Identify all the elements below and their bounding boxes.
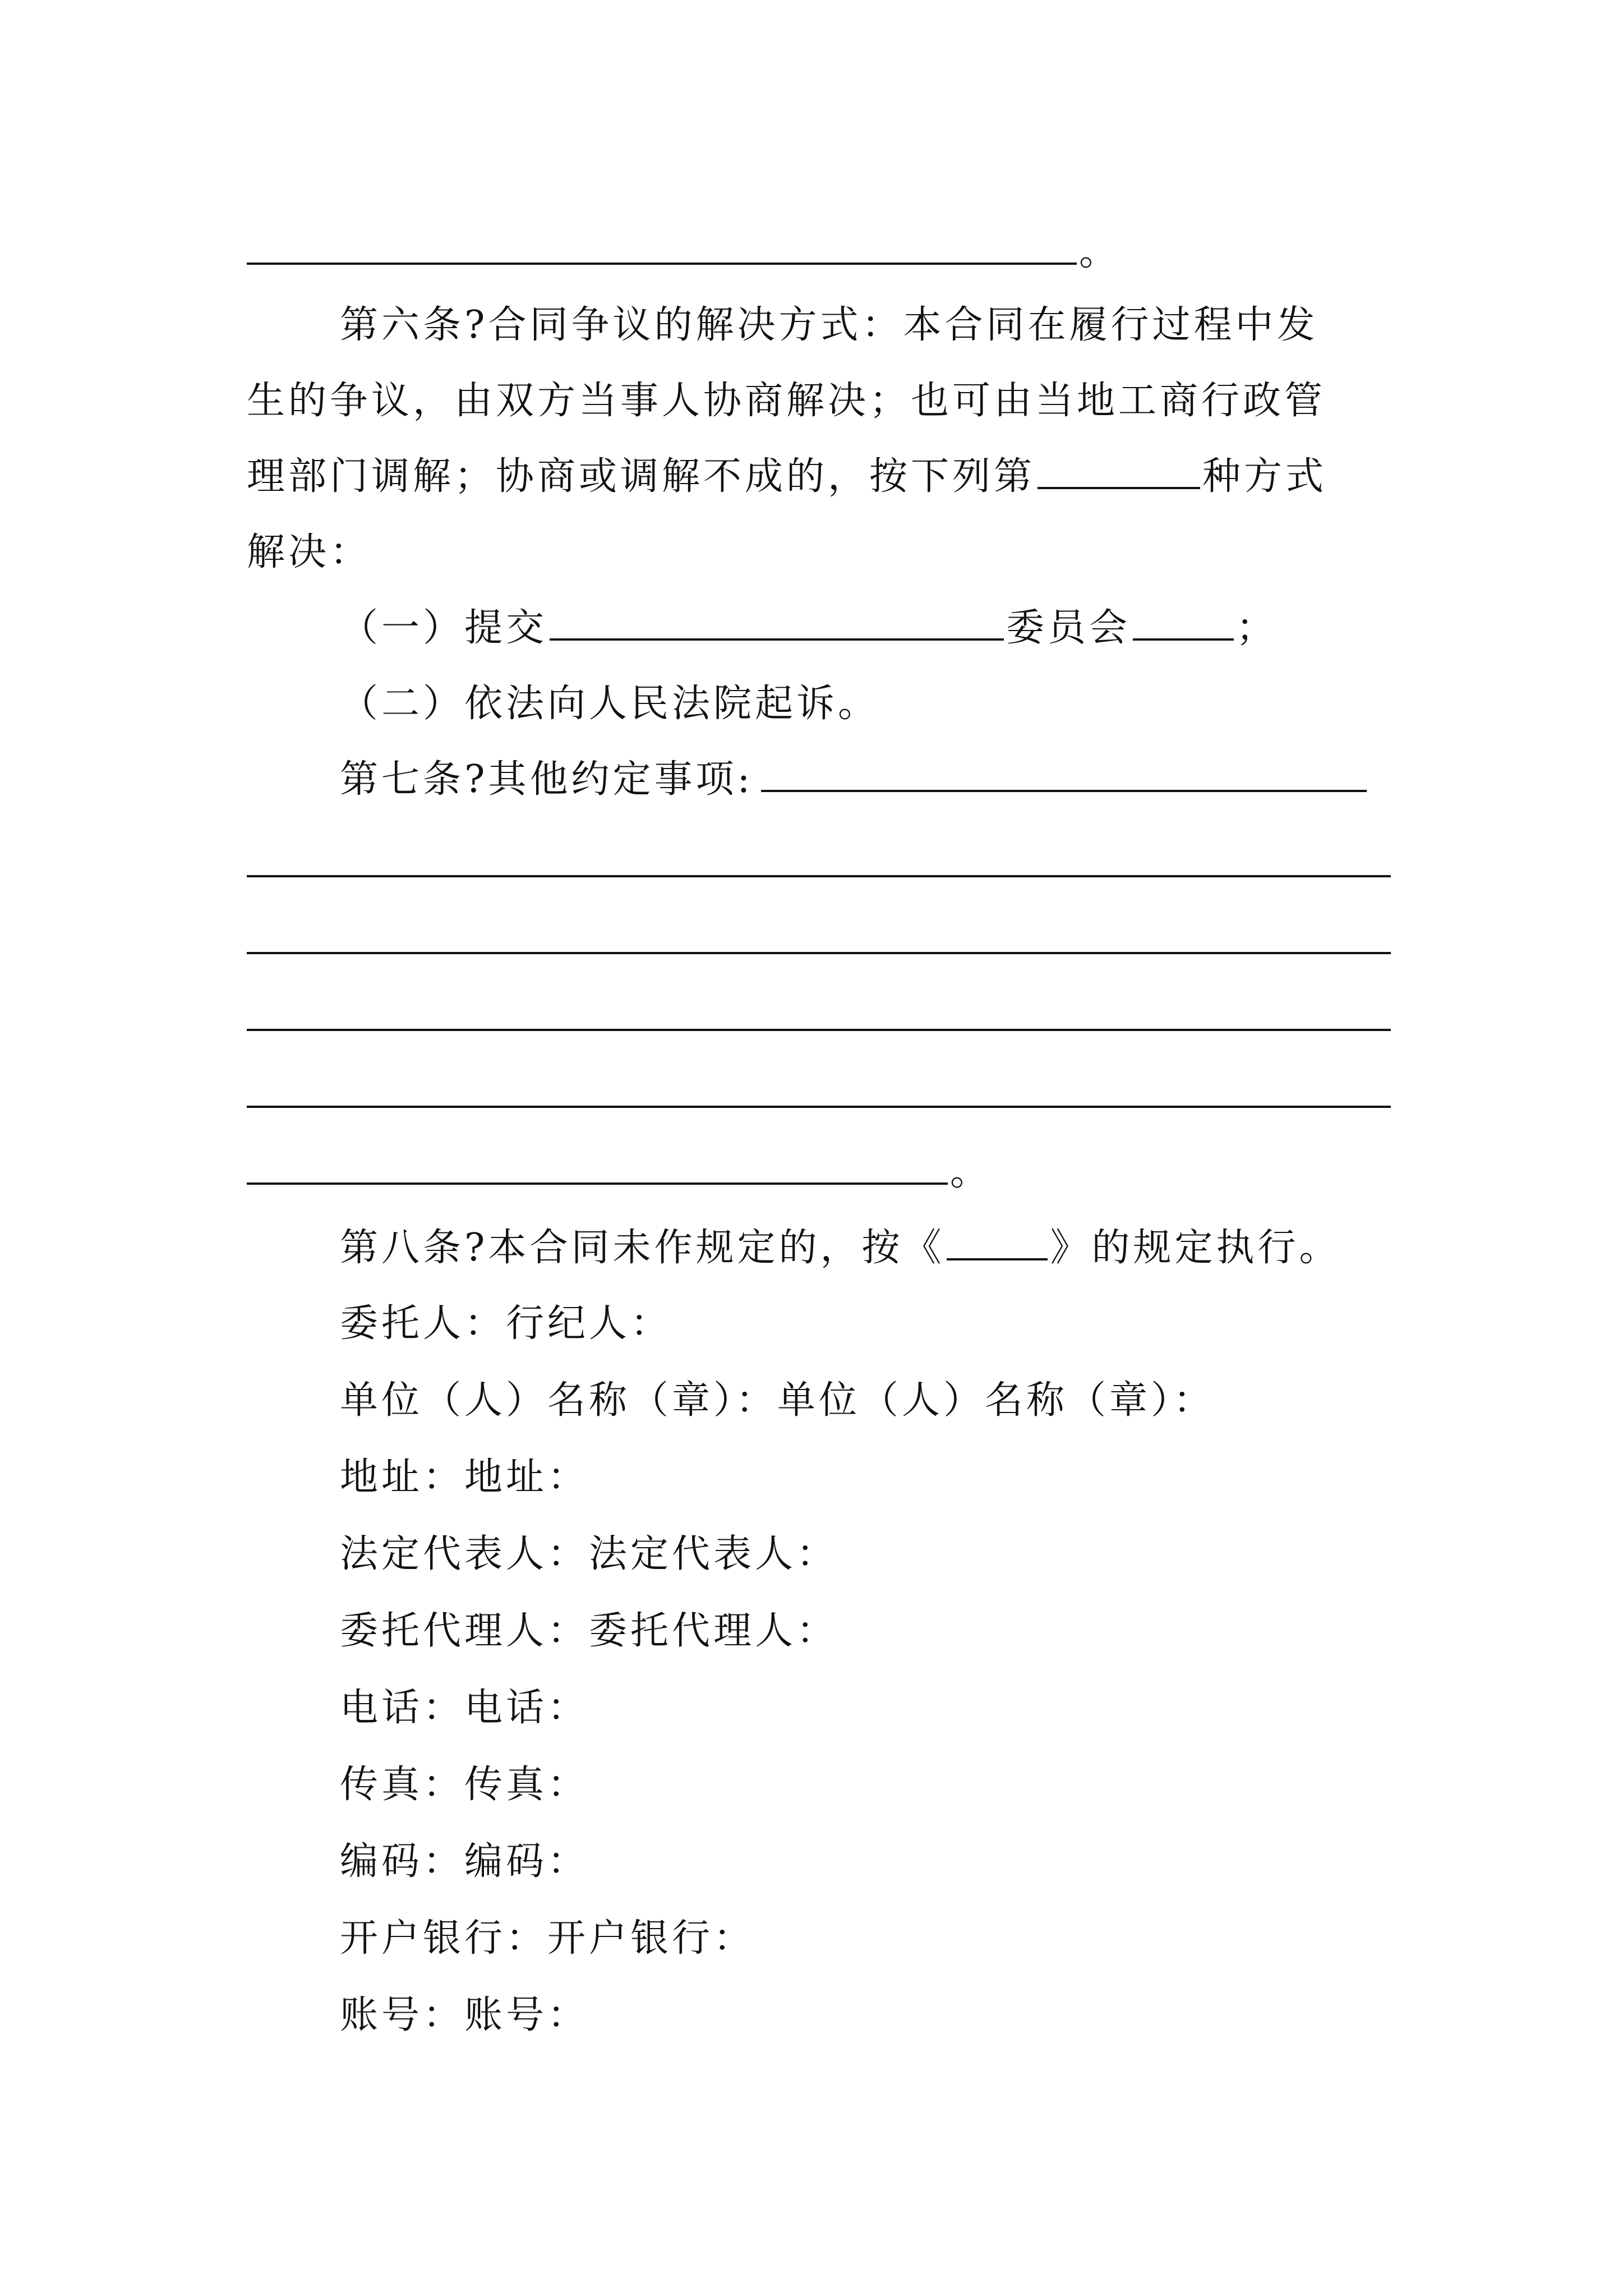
blank-field[interactable] [247,228,1077,265]
regulation-name-blank[interactable] [947,1223,1048,1260]
period-mark: 。 [1079,230,1121,274]
article7-last-line [247,1144,992,1200]
article6-line3-suffix: 种方式 [1202,454,1327,499]
continuation-line [247,224,1121,280]
option1 [340,600,1278,656]
article6-line3 [247,449,1327,505]
other-terms-blank-4[interactable] [247,1029,1391,1031]
article6-line4: 解决： [247,530,372,574]
option1-committee: 委员会 [1006,606,1131,650]
article7-period: 。 [950,1150,992,1194]
article7-label: 第七条?其他约定事项: [340,757,754,802]
arbitration-blank[interactable] [550,604,1004,641]
signature-agent: 委托代理人：委托代理人： [340,1609,838,1653]
article8-line [340,1220,1340,1276]
signature-unit-name: 单位（人）名称（章）：单位（人）名称（章）： [340,1378,1215,1423]
article8-suffix: 》的规定执行。 [1050,1226,1341,1270]
other-terms-blank-2[interactable] [247,875,1391,877]
other-terms-blank-1[interactable] [761,755,1367,792]
other-terms-blank-6[interactable] [247,1148,948,1185]
other-terms-blank-3[interactable] [247,952,1391,954]
option1-label: （一）提交 [340,606,548,650]
signature-bank: 开户银行：开户银行： [340,1916,755,1961]
article6-line3-text: 理部门调解；协商或调解不成的，按下列第 [247,454,1036,499]
signature-parties: 委托人：行纪人： [340,1301,672,1346]
signature-postcode: 编码：编码： [340,1839,589,1884]
article6-line1: 第六条?合同争议的解决方式：本合同在履行过程中发 [340,303,1318,347]
committee-blank[interactable] [1133,604,1234,641]
signature-address: 地址：地址： [340,1455,589,1499]
option2: （二）依法向人民法院起诉。 [340,682,880,726]
signature-fax: 传真：传真： [340,1763,589,1807]
signature-account: 账号：账号： [340,1993,589,2037]
article6-line2: 生的争议，由双方当事人协商解决；也可由当地工商行政管 [247,379,1326,423]
other-terms-blank-5[interactable] [247,1106,1391,1108]
signature-legal-rep: 法定代表人：法定代表人： [340,1532,838,1576]
method-number-blank[interactable] [1038,452,1200,489]
article7-line [340,752,1369,808]
article8-text: 第八条?本合同未作规定的，按《 [340,1226,945,1270]
option1-semicolon: ； [1236,606,1278,650]
signature-phone: 电话：电话： [340,1686,589,1730]
